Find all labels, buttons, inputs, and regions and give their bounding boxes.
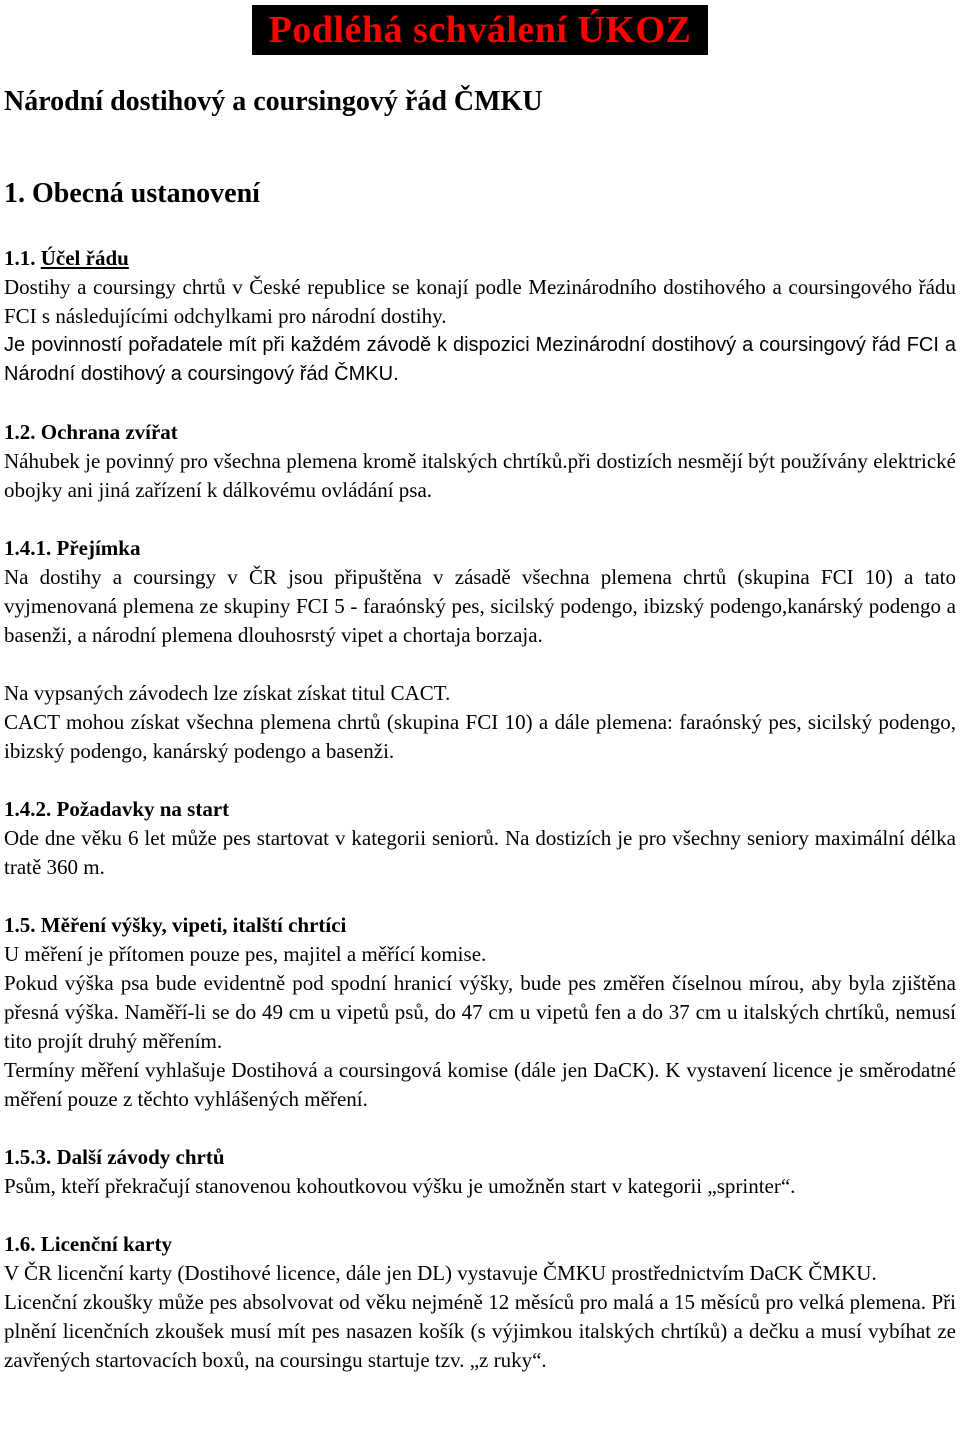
- paragraph-1-6-a: V ČR licenční karty (Dostihové licence, dále jen DL) vystavuje ČMKU prostřednictvím DaCK ČMKU.: [4, 1261, 877, 1285]
- heading-1-6: 1.6. Licenční karty: [4, 1232, 172, 1256]
- section-general-provisions: 1. Obecná ustanovení: [4, 178, 260, 209]
- document-title: Národní dostihový a coursingový řád ČMKU: [4, 86, 543, 117]
- paragraph-1-6-b: Licenční zkoušky může pes absolvovat od věku nejméně 12 měsíců pro malá a 15 měsíců pro velká plemena. Při plnění licenčních zkoušek musí mít pes nasazen košík (s výjimkou italských chrtíků) a dečku a musí vybíhat ze zavřených startovacích boxů, na coursingu startuje tzv. „z ruky“.: [4, 1290, 956, 1372]
- heading-1-5-3: 1.5.3. Další závody chrtů: [4, 1145, 225, 1169]
- paragraph-1-4-1-c: CACT mohou získat všechna plemena chrtů (skupina FCI 10) a dále plemena: faraónský pes, sicilský podengo, ibizský podengo, kanárský podengo a basenži.: [4, 710, 956, 763]
- paragraph-1-5-b: Pokud výška psa bude evidentně pod spodní hranicí výšky, bude pes změřen číselnou mírou, aby byla zjištěna přesná výška. Naměří-li se do 49 cm u vipetů psů, do 47 cm u vipetů fen a do 37 cm u italských chrtíků, nemusí tito projít druhý měřením.: [4, 971, 956, 1053]
- document-body: [4, 244, 956, 1375]
- paragraph-1-2-a: Náhubek je povinný pro všechna plemena kromě italských chrtíků.při dostizích nesmějí být používány elektrické obojky ani jiná zařízení k dálkovému ovládání psa.: [4, 449, 956, 502]
- approval-banner: Podléhá schválení ÚKOZ: [252, 5, 708, 55]
- paragraph-1-4-2-a: Ode dne věku 6 let může pes startovat v kategorii seniorů. Na dostizích je pro všechny seniory maximální délka tratě 360 m.: [4, 826, 956, 879]
- paragraph-1-5-c: Termíny měření vyhlašuje Dostihová a coursingová komise (dále jen DaCK). K vystavení licence je směrodatné měření pouze z těchto vyhlášených měření.: [4, 1058, 956, 1111]
- heading-1-1: 1.1. Účel řádu: [4, 246, 129, 270]
- heading-1-5: 1.5. Měření výšky, vipeti, italští chrtíci: [4, 913, 347, 937]
- paragraph-1-4-1-b: Na vypsaných závodech lze získat získat titul CACT.: [4, 681, 451, 705]
- paragraph-1-1-b: Je povinností pořadatele mít při každém závodě k dispozici Mezinárodní dostihový a coursingový řád FCI a Národní dostihový a coursingový řád ČMKU.: [4, 334, 956, 385]
- paragraph-1-5-a: U měření je přítomen pouze pes, majitel a měřící komise.: [4, 942, 487, 966]
- paragraph-1-5-3-a: Psům, kteří překračují stanovenou kohoutkovou výšku je umožněn start v kategorii „sprinter“.: [4, 1174, 796, 1198]
- heading-1-2: 1.2. Ochrana zvířat: [4, 420, 178, 444]
- paragraph-1-4-1-a: Na dostihy a coursingy v ČR jsou připuštěna v zásadě všechna plemena chrtů (skupina FCI 10) a tato vyjmenovaná plemena ze skupiny FCI 5 - faraónský pes, sicilský podengo, ibizský podengo,kanárský podengo a basenži, a národní plemena dlouhosrstý vipet a chortaja borzaja.: [4, 565, 956, 647]
- paragraph-1-1-a: Dostihy a coursingy chrtů v České republice se konají podle Mezinárodního dostihového a coursingového řádu FCI s následujícími odchylkami pro národní dostihy.: [4, 275, 956, 328]
- heading-1-4-2: 1.4.2. Požadavky na start: [4, 797, 230, 821]
- heading-1-4-1: 1.4.1. Přejímka: [4, 536, 141, 560]
